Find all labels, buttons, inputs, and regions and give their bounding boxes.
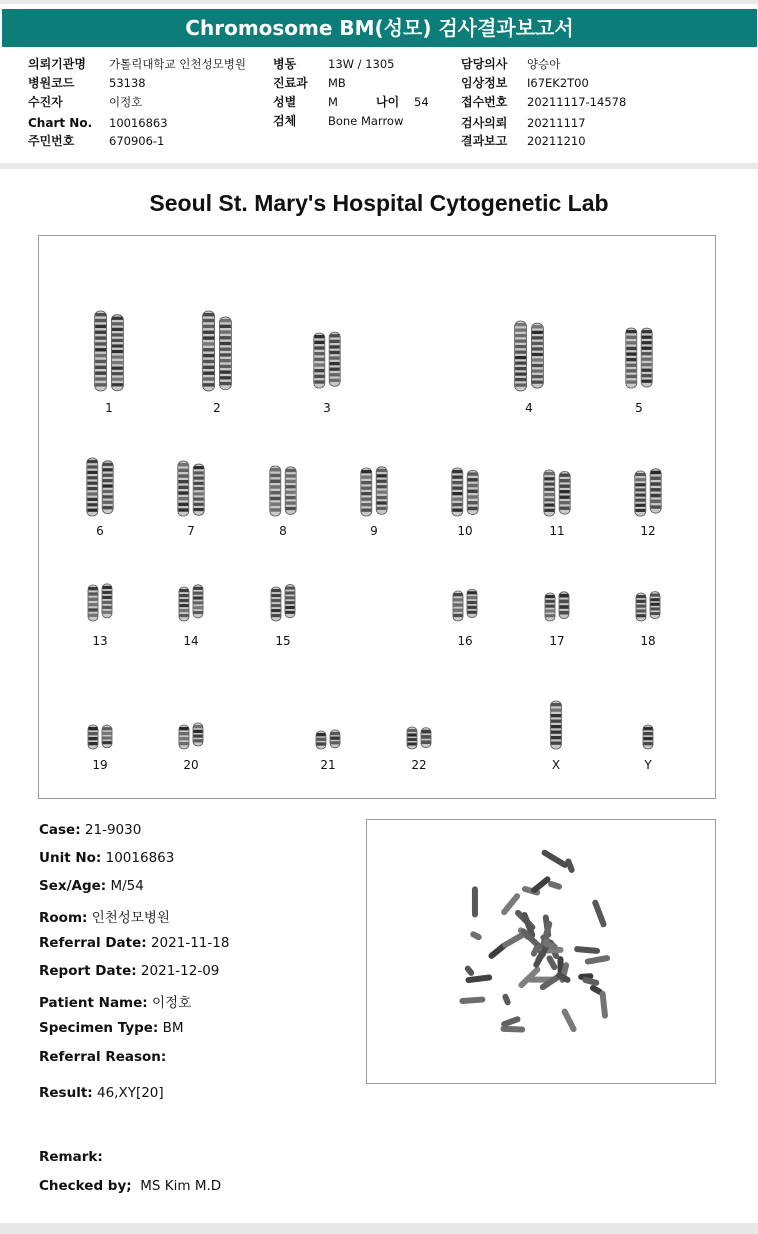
chromosome-pair-8 bbox=[270, 466, 296, 516]
chromosome-label: 15 bbox=[275, 634, 291, 648]
info-value: MB bbox=[328, 76, 346, 90]
chromosome-pair-22 bbox=[407, 727, 431, 749]
chromosome-label: 21 bbox=[320, 758, 336, 772]
info-value: 20211210 bbox=[527, 134, 586, 148]
chromosome-label: 13 bbox=[92, 634, 108, 648]
chromosome-label: 6 bbox=[96, 524, 104, 538]
chromosome-pair-12 bbox=[635, 469, 661, 516]
chromosome-pair-20 bbox=[179, 723, 203, 749]
report-title-bar: Chromosome BM(성모) 검사결과보고서 bbox=[2, 9, 757, 47]
metaphase-chromosome bbox=[464, 964, 476, 977]
specimen-type-label: Specimen Type: bbox=[39, 1020, 159, 1036]
case-value: 21-9030 bbox=[84, 822, 142, 838]
room-value: 인천성모병원 bbox=[91, 910, 170, 926]
chromosome-label: 2 bbox=[213, 401, 221, 415]
info-label: 주민번호 bbox=[28, 134, 75, 148]
chromosome-label: 1 bbox=[105, 401, 113, 415]
case-label: Case: bbox=[39, 822, 81, 838]
metaphase-chromosome bbox=[465, 974, 492, 983]
patient-name-label: Patient Name: bbox=[39, 995, 148, 1011]
metaphase-chromosome bbox=[547, 880, 563, 890]
metaphase-chromosome bbox=[561, 1008, 578, 1034]
karyogram-panel bbox=[38, 235, 716, 799]
chromosome-pair-21 bbox=[316, 730, 340, 749]
chromosome-label: Y bbox=[644, 758, 652, 772]
info-value: 13W / 1305 bbox=[328, 57, 395, 71]
chromosome-pair-1 bbox=[95, 311, 124, 391]
checked-by-label: Checked by; bbox=[39, 1178, 132, 1194]
info-label: 병원코드 bbox=[28, 76, 75, 90]
info-label: 검체 bbox=[273, 114, 297, 128]
chromosome-pair-5 bbox=[626, 328, 652, 388]
chromosome-label: 5 bbox=[635, 401, 643, 415]
chromosome-label: 8 bbox=[279, 524, 287, 538]
chromosome-pair-13 bbox=[88, 584, 112, 621]
chromosome-label: 16 bbox=[457, 634, 473, 648]
report-date-label: Report Date: bbox=[39, 963, 137, 979]
metaphase-chromosome bbox=[574, 946, 600, 954]
chromosome-pair-10 bbox=[452, 468, 478, 516]
chromosome-label: 10 bbox=[457, 524, 473, 538]
chromosome-pair-7 bbox=[178, 461, 204, 516]
info-value: 이정호 bbox=[109, 95, 143, 109]
chromosome-pair-Y bbox=[643, 725, 653, 749]
info-value: 가톨릭대학교 인천성모병원 bbox=[109, 57, 246, 71]
referral-reason-field bbox=[39, 1049, 166, 1065]
specimen-type-value: BM bbox=[162, 1020, 184, 1036]
report-date-field bbox=[39, 963, 219, 979]
top-border bbox=[0, 0, 758, 4]
chromosome-pair-4 bbox=[515, 321, 544, 391]
metaphase-chromosome bbox=[584, 955, 610, 965]
chromosome-label: 7 bbox=[187, 524, 195, 538]
info-label-age: 나이 bbox=[376, 95, 400, 109]
chromosome-label: 17 bbox=[549, 634, 565, 648]
result-value: 46,XY[20] bbox=[96, 1085, 164, 1101]
info-label: 검사의뢰 bbox=[461, 116, 508, 130]
chromosome-label: 9 bbox=[370, 524, 378, 538]
info-value: 53138 bbox=[109, 76, 146, 90]
remark-field bbox=[39, 1149, 103, 1165]
info-value: 20211117-14578 bbox=[527, 95, 627, 109]
info-value: Bone Marrow bbox=[328, 114, 404, 128]
info-value: 670906-1 bbox=[109, 134, 165, 148]
metaphase-chromosome bbox=[540, 849, 569, 869]
info-value: 양승아 bbox=[527, 57, 561, 71]
unit-value: 10016863 bbox=[105, 850, 175, 866]
chromosome-label: 3 bbox=[323, 401, 331, 415]
metaphase-spread-image bbox=[367, 820, 715, 1083]
info-label: 진료과 bbox=[273, 76, 308, 90]
chromosome-pair-6 bbox=[87, 458, 113, 516]
result-label: Result: bbox=[39, 1085, 93, 1101]
metaphase-chromosome bbox=[502, 993, 512, 1006]
lab-title: Seoul St. Mary's Hospital Cytogenetic Lab bbox=[149, 190, 609, 216]
info-label: 성별 bbox=[273, 95, 297, 109]
chromosome-pair-14 bbox=[179, 585, 203, 621]
sex-age-label: Sex/Age: bbox=[39, 878, 107, 894]
info-value-age: 54 bbox=[414, 95, 429, 109]
karyogram-image bbox=[39, 236, 715, 798]
info-value: 10016863 bbox=[109, 116, 168, 130]
chromosome-label: 19 bbox=[92, 758, 108, 772]
chromosome-pair-18 bbox=[636, 592, 660, 621]
checked-by-field bbox=[39, 1178, 221, 1194]
room-field bbox=[39, 906, 170, 926]
report-date-value: 2021-12-09 bbox=[140, 963, 220, 979]
info-label: 결과보고 bbox=[461, 134, 508, 148]
referral-date-field bbox=[39, 935, 229, 951]
sex-age-value: M/54 bbox=[110, 878, 144, 894]
info-label: 병동 bbox=[273, 57, 297, 71]
chromosome-pair-19 bbox=[88, 725, 112, 749]
specimen-type-field bbox=[39, 1020, 184, 1036]
room-label: Room: bbox=[39, 910, 88, 926]
result-field bbox=[39, 1085, 164, 1101]
chromosome-pair-3 bbox=[314, 332, 340, 388]
metaphase-chromosome bbox=[469, 930, 482, 941]
bottom-border bbox=[0, 1223, 758, 1234]
checked-by-value: MS Kim M.D bbox=[140, 1178, 222, 1194]
info-value: I67EK2T00 bbox=[527, 76, 589, 90]
chromosome-pair-9 bbox=[361, 467, 387, 516]
chromosome-label: 14 bbox=[183, 634, 199, 648]
chromosome-pair-2 bbox=[203, 311, 232, 391]
info-label: 수진자 bbox=[28, 95, 63, 109]
info-value: M bbox=[328, 95, 338, 109]
patient-name-value: 이정호 bbox=[151, 995, 192, 1011]
chromosome-pair-15 bbox=[271, 585, 295, 621]
chromosome-pair-16 bbox=[453, 589, 477, 621]
info-label: 임상정보 bbox=[461, 76, 508, 90]
metaphase-chromosome bbox=[591, 899, 607, 928]
remark-label: Remark: bbox=[39, 1149, 103, 1165]
metaphase-panel bbox=[366, 819, 716, 1084]
patient-name-field bbox=[39, 991, 191, 1011]
referral-reason-label: Referral Reason: bbox=[39, 1049, 167, 1065]
chromosome-pair-11 bbox=[544, 470, 570, 516]
chromosome-label: 18 bbox=[640, 634, 656, 648]
metaphase-chromosome bbox=[599, 991, 608, 1019]
metaphase-chromosome bbox=[500, 1026, 525, 1033]
chromosome-label: 12 bbox=[640, 524, 656, 538]
info-label: Chart No. bbox=[28, 116, 93, 130]
chromosome-label: X bbox=[551, 758, 561, 772]
unit-label: Unit No: bbox=[39, 850, 102, 866]
sex-age-field bbox=[39, 878, 144, 894]
chromosome-label: 22 bbox=[411, 758, 427, 772]
info-value: 20211117 bbox=[527, 116, 586, 130]
info-label: 의뢰기관명 bbox=[28, 57, 86, 71]
info-label: 접수번호 bbox=[461, 95, 508, 109]
chromosome-label: 20 bbox=[183, 758, 199, 772]
case-field bbox=[39, 822, 141, 838]
metaphase-chromosome bbox=[459, 996, 485, 1004]
metaphase-chromosome bbox=[472, 886, 478, 917]
unit-field bbox=[39, 850, 174, 866]
chromosome-pair-17 bbox=[545, 592, 569, 621]
referral-date-value: 2021-11-18 bbox=[150, 935, 230, 951]
referral-date-label: Referral Date: bbox=[39, 935, 147, 951]
chromosome-pair-X bbox=[551, 701, 562, 749]
chromosome-label: 11 bbox=[549, 524, 565, 538]
chromosome-label: 4 bbox=[525, 401, 533, 415]
info-label: 담당의사 bbox=[461, 57, 508, 71]
